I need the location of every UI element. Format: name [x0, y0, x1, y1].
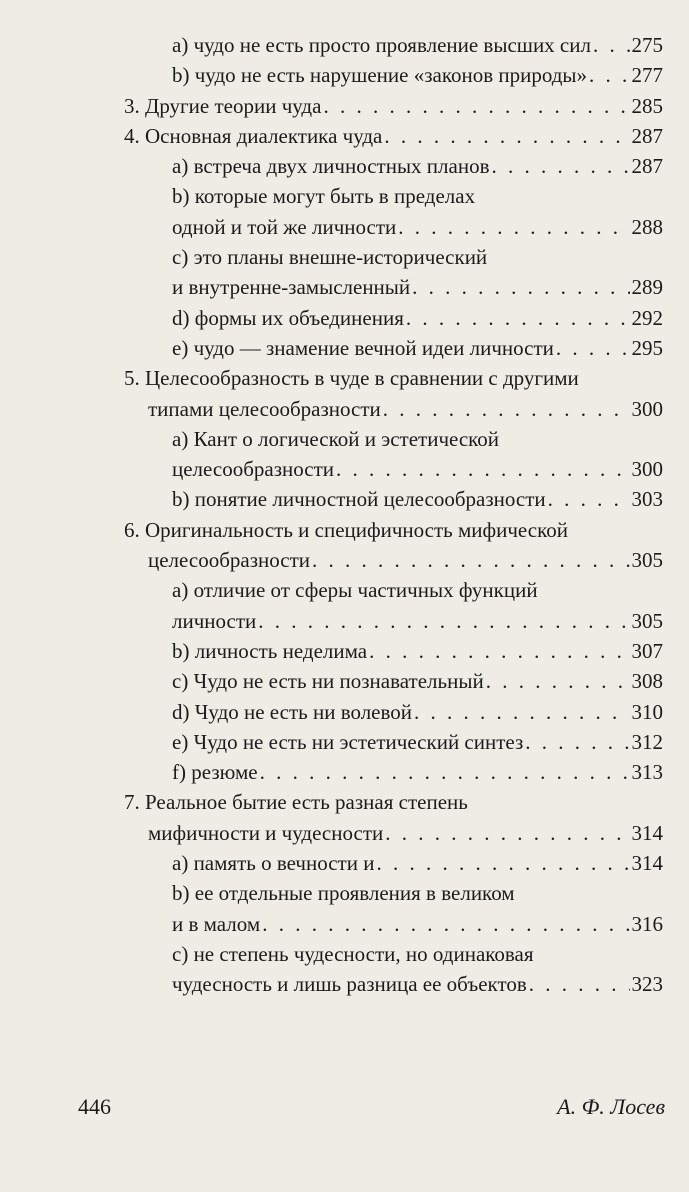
toc-entry: [0, 697, 689, 727]
table-of-contents: [0, 30, 689, 1000]
toc-entry: [0, 121, 689, 151]
toc-page-number: 277: [631, 63, 663, 88]
toc-page-number: 314: [631, 851, 663, 876]
toc-entry-text: d) Чудо не есть ни волевой: [172, 699, 413, 724]
toc-entry-line: [0, 787, 689, 817]
toc-page-number: 303: [631, 487, 663, 512]
toc-entry: [0, 151, 689, 181]
toc-page-number: 313: [631, 760, 663, 785]
dot-leader: [260, 757, 630, 787]
toc-entry-text: а) чудо не есть просто проявление высших сил: [172, 33, 591, 57]
toc-entry: [0, 30, 689, 60]
toc-entry: [0, 727, 689, 757]
toc-page-number: 275: [631, 33, 663, 57]
dot-leader: [384, 121, 629, 151]
toc-entry-text: b) понятие личностной целесообразности: [172, 487, 546, 512]
page-number: 446: [78, 1094, 111, 1119]
dot-leader: [258, 606, 629, 636]
toc-page-number: 316: [631, 911, 663, 936]
toc-page-number: 305: [631, 608, 663, 633]
dot-leader: [376, 848, 629, 878]
dot-leader: [529, 969, 630, 999]
toc-entry-line: [0, 878, 689, 908]
toc-entry-line: [0, 939, 689, 969]
toc-entry-continuation: мифичности и чудесности: [148, 820, 384, 845]
dot-leader: [548, 484, 630, 514]
toc-entry: [0, 60, 689, 90]
toc-page-number: 287: [631, 154, 663, 179]
toc-entry-text: а) память о вечности и: [172, 851, 375, 876]
dot-leader: [492, 151, 630, 181]
toc-page-number: 314: [631, 820, 663, 845]
toc-entry: [0, 969, 689, 999]
dot-leader: [385, 818, 629, 848]
toc-entry-text: 6. Оригинальность и специфичность мифической: [124, 517, 568, 542]
toc-entry-continuation: одной и той же личности: [172, 214, 397, 239]
dot-leader: [556, 333, 630, 363]
toc-entry-text: с) Чудо не есть ни познавательный: [172, 669, 484, 694]
toc-entry: [0, 303, 689, 333]
toc-entry-text: 4. Основная диалектика чуда: [124, 123, 383, 148]
toc-entry-continuation: типами целесообразности: [148, 396, 381, 421]
toc-entry: [0, 757, 689, 787]
dot-leader: [383, 394, 630, 424]
toc-entry: [0, 394, 689, 424]
toc-entry-text: 5. Целесообразность в чуде в сравнении с другими: [124, 366, 579, 391]
toc-entry: [0, 909, 689, 939]
toc-entry: [0, 272, 689, 302]
dot-leader: [406, 303, 630, 333]
toc-entry-text: b) ее отдельные проявления в великом: [172, 881, 515, 906]
dot-leader: [323, 91, 629, 121]
toc-entry-text: 7. Реальное бытие есть разная степень: [124, 790, 468, 815]
toc-page-number: 310: [631, 699, 663, 724]
toc-entry-line: [0, 242, 689, 272]
toc-entry: [0, 848, 689, 878]
dot-leader: [369, 636, 629, 666]
toc-entry-continuation: целесообразности: [148, 548, 311, 573]
toc-entry-line: [0, 424, 689, 454]
toc-entry-text: с) не степень чудесности, но одинаковая: [172, 941, 534, 966]
toc-entry: [0, 484, 689, 514]
dot-leader: [414, 697, 629, 727]
dot-leader: [262, 909, 629, 939]
toc-entry-text: f) резюме: [172, 760, 258, 785]
toc-entry: [0, 818, 689, 848]
toc-entry-continuation: личности: [172, 608, 257, 633]
toc-page-number: 323: [631, 972, 663, 997]
toc-entry-text: а) Кант о логической и эстетической: [172, 426, 500, 451]
toc-entry-continuation: чудесность и лишь разница ее объектов: [172, 972, 527, 997]
toc-entry: [0, 91, 689, 121]
toc-entry: [0, 333, 689, 363]
toc-page-number: 300: [631, 396, 663, 421]
dot-leader: [486, 666, 630, 696]
toc-entry-text: а) отличие от сферы частичных функций: [172, 578, 538, 603]
toc-page-number: 288: [631, 214, 663, 239]
toc-entry-text: b) чудо не есть нарушение «законов природы»: [172, 63, 588, 88]
toc-entry-text: d) формы их объединения: [172, 305, 404, 330]
toc-entry-text: b) которые могут быть в пределах: [172, 184, 476, 209]
toc-entry: [0, 545, 689, 575]
dot-leader: [398, 212, 629, 242]
toc-page-number: 307: [631, 638, 663, 663]
toc-entry-line: [0, 575, 689, 605]
toc-entry-continuation: целесообразности: [172, 457, 335, 482]
toc-entry-line: [0, 363, 689, 393]
toc-entry: [0, 212, 689, 242]
toc-entry-text: е) Чудо не есть ни эстетический синтез: [172, 729, 524, 754]
toc-page-number: 289: [631, 275, 663, 300]
toc-entry-line: [0, 181, 689, 211]
running-author: А. Ф. Лосев: [557, 1094, 665, 1119]
dot-leader: [312, 545, 629, 575]
toc-page-number: 308: [631, 669, 663, 694]
toc-entry: [0, 454, 689, 484]
toc-entry-text: 3. Другие теории чуда: [124, 93, 322, 118]
toc-page-number: 305: [631, 548, 663, 573]
toc-entry: [0, 606, 689, 636]
toc-entry-text: с) это планы внешне-исторический: [172, 245, 488, 270]
dot-leader: [589, 60, 629, 90]
toc-entry-text: а) встреча двух личностных планов: [172, 154, 490, 179]
toc-page-number: 312: [631, 729, 663, 754]
toc-page-number: 300: [631, 457, 663, 482]
toc-entry: [0, 636, 689, 666]
toc-page-number: 292: [631, 305, 663, 330]
dot-leader: [336, 454, 629, 484]
toc-entry-text: е) чудо — знамение вечной идеи личности: [172, 335, 554, 360]
toc-page-number: 285: [631, 93, 663, 118]
toc-entry-line: [0, 515, 689, 545]
toc-entry-continuation: и в малом: [172, 911, 261, 936]
toc-entry-text: b) личность неделима: [172, 638, 368, 663]
toc-page-number: 295: [631, 335, 663, 360]
dot-leader: [412, 272, 629, 302]
toc-entry: [0, 666, 689, 696]
toc-page-number: 287: [631, 123, 663, 148]
toc-entry-continuation: и внутренне-замысленный: [172, 275, 411, 300]
dot-leader: [525, 727, 629, 757]
dot-leader: [593, 30, 630, 60]
